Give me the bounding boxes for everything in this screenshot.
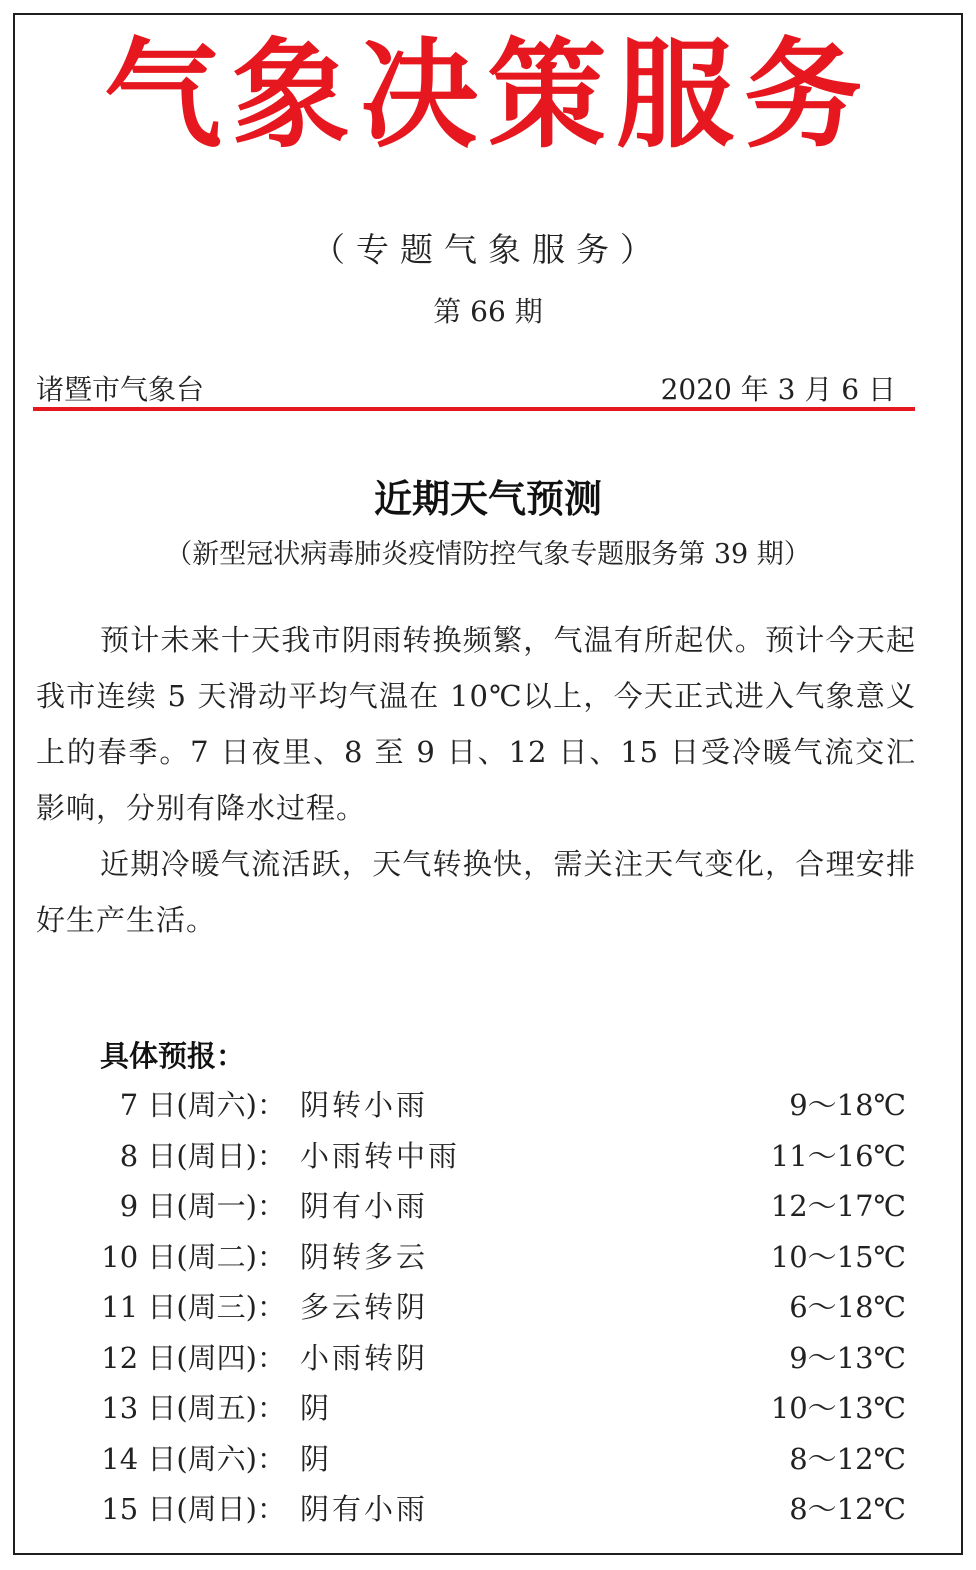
forecast-row bbox=[96, 1131, 906, 1182]
forecast-date: 11 日(周三)： bbox=[101, 1290, 286, 1324]
document-title: 近期天气预测 bbox=[373, 477, 602, 521]
forecast-date: 9 日(周一)： bbox=[119, 1189, 286, 1223]
forecast-date: 7 日(周六)： bbox=[119, 1088, 286, 1122]
forecast-row bbox=[96, 1282, 906, 1333]
document-subtitle: （新型冠状病毒肺炎疫情防控气象专题服务第 39 期） bbox=[165, 539, 811, 570]
forecast-temperature: 12～17℃ bbox=[770, 1189, 906, 1223]
forecast-date: 10 日(周二)： bbox=[101, 1239, 286, 1274]
issuing-organization: 诸暨市气象台 bbox=[36, 373, 205, 406]
forecast-weather: 阴有小雨 bbox=[300, 1492, 429, 1526]
forecast-list bbox=[96, 1080, 906, 1535]
masthead-title: 气象决策服务 bbox=[103, 26, 872, 164]
forecast-row bbox=[96, 1434, 906, 1485]
forecast-temperature: 6～18℃ bbox=[789, 1290, 906, 1324]
forecast-date: 13 日(周五)： bbox=[101, 1391, 286, 1425]
forecast-temperature: 8～12℃ bbox=[789, 1492, 906, 1526]
forecast-temperature: 10～13℃ bbox=[770, 1391, 906, 1425]
forecast-weather: 小雨转阴 bbox=[300, 1340, 429, 1375]
forecast-temperature: 8～12℃ bbox=[789, 1441, 906, 1476]
masthead-subheading: （专题气象服务） bbox=[312, 230, 664, 269]
forecast-weather: 阴 bbox=[300, 1441, 333, 1476]
forecast-date: 14 日(周六)： bbox=[101, 1441, 286, 1476]
body-paragraph: 近期冷暖气流活跃，天气转换快，需关注天气变化，合理安排好生产生活。 bbox=[36, 847, 916, 937]
forecast-weather: 小雨转中雨 bbox=[300, 1138, 461, 1173]
forecast-row bbox=[96, 1383, 906, 1434]
forecast-temperature: 9～13℃ bbox=[789, 1340, 906, 1375]
forecast-temperature: 9～18℃ bbox=[789, 1088, 906, 1122]
forecast-weather: 多云转阴 bbox=[300, 1290, 429, 1324]
forecast-date: 12 日(周四)： bbox=[101, 1340, 286, 1375]
forecast-heading: 具体预报： bbox=[100, 1039, 246, 1073]
red-divider bbox=[33, 407, 915, 411]
forecast-weather: 阴转小雨 bbox=[300, 1088, 429, 1122]
forecast-weather: 阴有小雨 bbox=[300, 1189, 429, 1223]
forecast-row bbox=[96, 1080, 906, 1131]
forecast-row bbox=[96, 1484, 906, 1535]
forecast-row bbox=[96, 1181, 906, 1232]
issue-date: 2020 年 3 月 6 日 bbox=[660, 373, 896, 406]
forecast-weather: 阴转多云 bbox=[300, 1239, 429, 1274]
forecast-weather: 阴 bbox=[300, 1391, 333, 1425]
forecast-row bbox=[96, 1232, 906, 1283]
forecast-date: 8 日(周日)： bbox=[119, 1138, 286, 1173]
forecast-date: 15 日(周日)： bbox=[101, 1492, 286, 1526]
issue-number: 第 66 期 bbox=[433, 295, 543, 328]
body-paragraph: 预计未来十天我市阴雨转换频繁，气温有所起伏。预计今天起我市连续 5 天滑动平均气温在 10℃以上，今天正式进入气象意义上的春季。7 日夜里、8 至 9 日、12 日、15 日受冷暖气流交汇影响，分别有降水过程。 bbox=[36, 623, 916, 825]
forecast-temperature: 11～16℃ bbox=[770, 1138, 906, 1173]
forecast-temperature: 10～15℃ bbox=[770, 1239, 906, 1274]
forecast-row bbox=[96, 1333, 906, 1384]
